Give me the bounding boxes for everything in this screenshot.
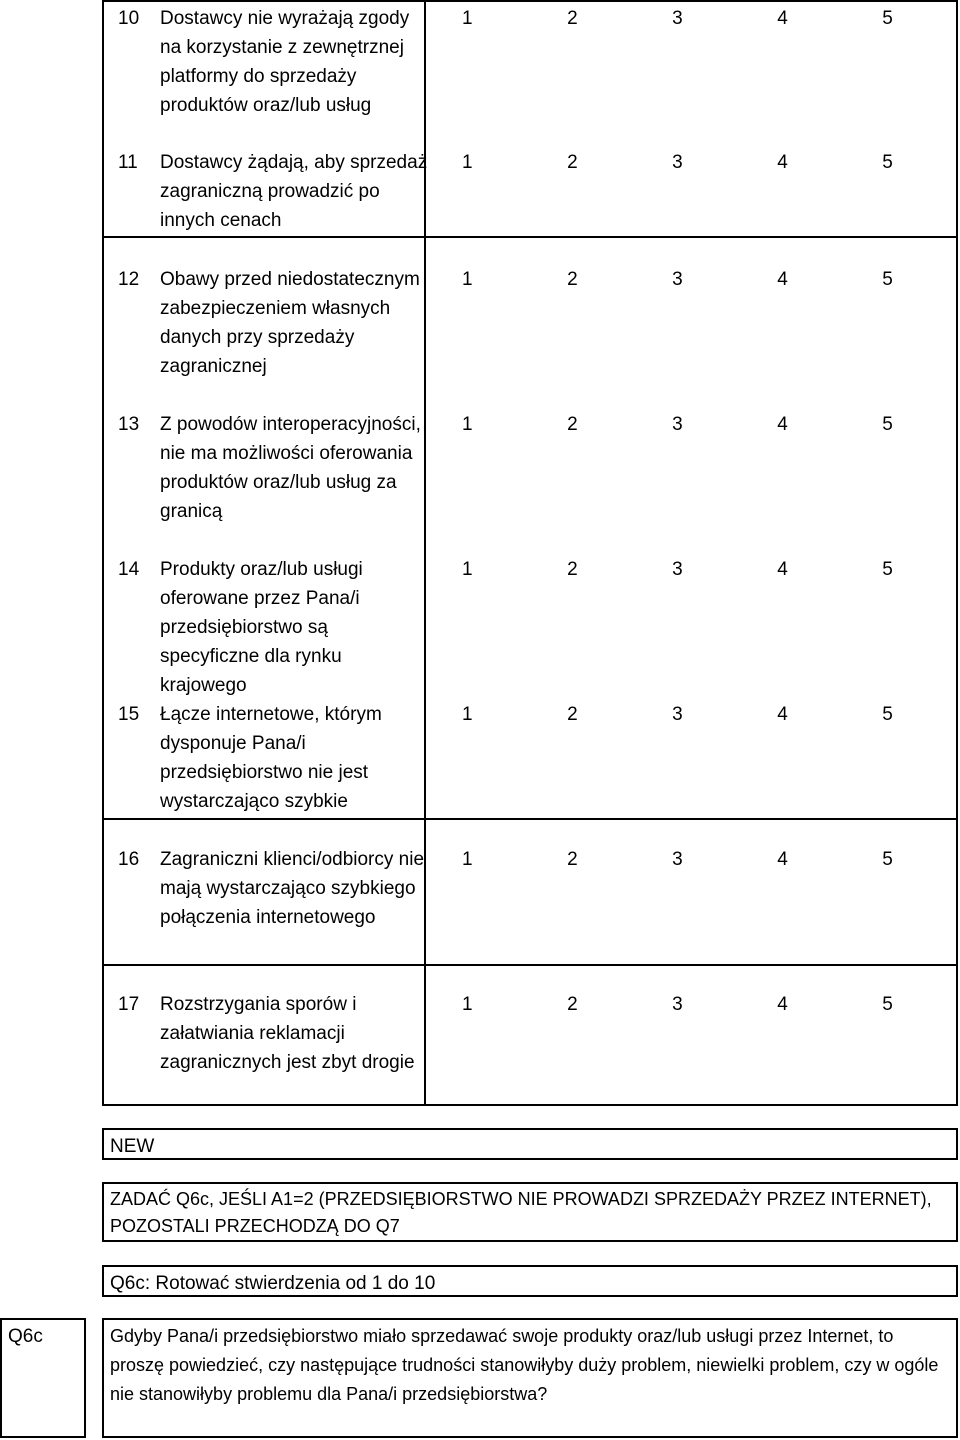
scale-value[interactable]: 5 — [882, 849, 893, 870]
scale-value[interactable]: 3 — [672, 269, 683, 290]
scale-value[interactable]: 4 — [777, 704, 788, 725]
item-statement: Obawy przed niedostatecznym zabezpieczeniem własnych danych przy sprzedaży zagranicznej — [160, 269, 420, 377]
scale-value[interactable]: 5 — [882, 994, 893, 1015]
scale-value[interactable]: 2 — [567, 704, 578, 725]
routing-instruction — [102, 1182, 958, 1242]
item-number: 13 — [118, 414, 140, 435]
scale-value[interactable]: 3 — [672, 8, 683, 29]
scale-value[interactable]: 4 — [777, 8, 788, 29]
scale-value[interactable]: 1 — [462, 152, 473, 173]
scale-value[interactable]: 1 — [462, 8, 473, 29]
scale-value[interactable]: 1 — [462, 994, 473, 1015]
scale-value[interactable]: 3 — [672, 994, 683, 1015]
new-label — [102, 1128, 958, 1160]
item-statement: Rozstrzygania sporów i załatwiania reklamacji zagranicznych jest zbyt drogie — [160, 994, 415, 1073]
item-number: 12 — [118, 269, 140, 290]
item-number: 15 — [118, 704, 140, 725]
rating-scale — [462, 700, 912, 729]
table-border-right — [956, 0, 958, 1106]
scale-value[interactable]: 1 — [462, 414, 473, 435]
item-number: 10 — [118, 8, 140, 29]
rating-scale — [462, 265, 912, 294]
row-divider — [102, 964, 958, 966]
scale-value[interactable]: 5 — [882, 152, 893, 173]
item-statement: Zagraniczni klienci/odbiorcy nie mają wystarczająco szybkiego połączenia internetowego — [160, 849, 425, 928]
scale-value[interactable]: 4 — [777, 414, 788, 435]
scale-value[interactable]: 1 — [462, 269, 473, 290]
item-statement: Produkty oraz/lub usługi oferowane przez Pana/i przedsiębiorstwo są specyficzne dla rynku krajowego — [160, 559, 363, 696]
rating-scale — [462, 4, 912, 33]
scale-value[interactable]: 3 — [672, 704, 683, 725]
scale-value[interactable]: 4 — [777, 994, 788, 1015]
scale-value[interactable]: 2 — [567, 849, 578, 870]
row-divider — [102, 236, 958, 238]
scale-value[interactable]: 4 — [777, 849, 788, 870]
table-border-left — [102, 0, 104, 1106]
scale-value[interactable]: 2 — [567, 269, 578, 290]
rating-scale — [462, 148, 912, 177]
scale-value[interactable]: 1 — [462, 704, 473, 725]
item-number: 14 — [118, 559, 140, 580]
scale-value[interactable]: 3 — [672, 849, 683, 870]
scale-value[interactable]: 1 — [462, 849, 473, 870]
question-code — [0, 1318, 86, 1438]
item-number: 16 — [118, 849, 140, 870]
scale-value[interactable]: 1 — [462, 559, 473, 580]
scale-value[interactable]: 4 — [777, 559, 788, 580]
scale-value[interactable]: 5 — [882, 704, 893, 725]
item-statement: Łącze internetowe, którym dysponuje Pana/i przedsiębiorstwo nie jest wystarczająco szybkie — [160, 704, 382, 812]
new-label-text: NEW — [110, 1136, 155, 1157]
rating-scale — [462, 990, 912, 1019]
row-divider — [102, 818, 958, 820]
scale-value[interactable]: 2 — [567, 994, 578, 1015]
scale-value[interactable]: 2 — [567, 8, 578, 29]
routing-instruction-text: ZADAĆ Q6c, JEŚLI A1=2 (PRZEDSIĘBIORSTWO NIE PROWADZI SPRZEDAŻY PRZEZ INTERNET), POZOSTALI PRZECHODZĄ DO Q7 — [110, 1189, 932, 1236]
scale-value[interactable]: 5 — [882, 8, 893, 29]
scale-value[interactable]: 2 — [567, 559, 578, 580]
scale-value[interactable]: 3 — [672, 559, 683, 580]
scale-value[interactable]: 2 — [567, 152, 578, 173]
table-border-top — [102, 0, 958, 2]
table-border-bottom — [102, 1104, 958, 1106]
scale-value[interactable]: 4 — [777, 269, 788, 290]
item-statement: Dostawcy nie wyrażają zgody na korzystanie z zewnętrznej platformy do sprzedaży produktów oraz/lub usług — [160, 8, 410, 116]
question-code-text: Q6c — [8, 1326, 43, 1347]
scale-value[interactable]: 5 — [882, 414, 893, 435]
question-text: Gdyby Pana/i przedsiębiorstwo miało sprzedawać swoje produkty oraz/lub usługi przez Internet, to proszę powiedzieć, czy następujące trudności stanowiłyby duży problem, niewielki problem, czy w ogóle nie stanowiłyby problemu dla Pana/i przedsiębiorstwa? — [110, 1326, 939, 1404]
item-statement: Dostawcy żądają, aby sprzedaż zagraniczną prowadzić po innych cenach — [160, 152, 428, 231]
rating-scale — [462, 845, 912, 874]
rotation-note — [102, 1265, 958, 1297]
scale-value[interactable]: 4 — [777, 152, 788, 173]
item-number: 17 — [118, 994, 140, 1015]
scale-value[interactable]: 5 — [882, 269, 893, 290]
rating-scale — [462, 555, 912, 584]
item-statement: Z powodów interoperacyjności, nie ma możliwości oferowania produktów oraz/lub usług za granicą — [160, 414, 421, 522]
rotation-note-text: Q6c: Rotować stwierdzenia od 1 do 10 — [110, 1273, 436, 1294]
scale-value[interactable]: 5 — [882, 559, 893, 580]
scale-value[interactable]: 3 — [672, 414, 683, 435]
question-text-box — [102, 1318, 958, 1438]
scale-value[interactable]: 3 — [672, 152, 683, 173]
scale-value[interactable]: 2 — [567, 414, 578, 435]
rating-scale — [462, 410, 912, 439]
item-number: 11 — [118, 152, 138, 173]
